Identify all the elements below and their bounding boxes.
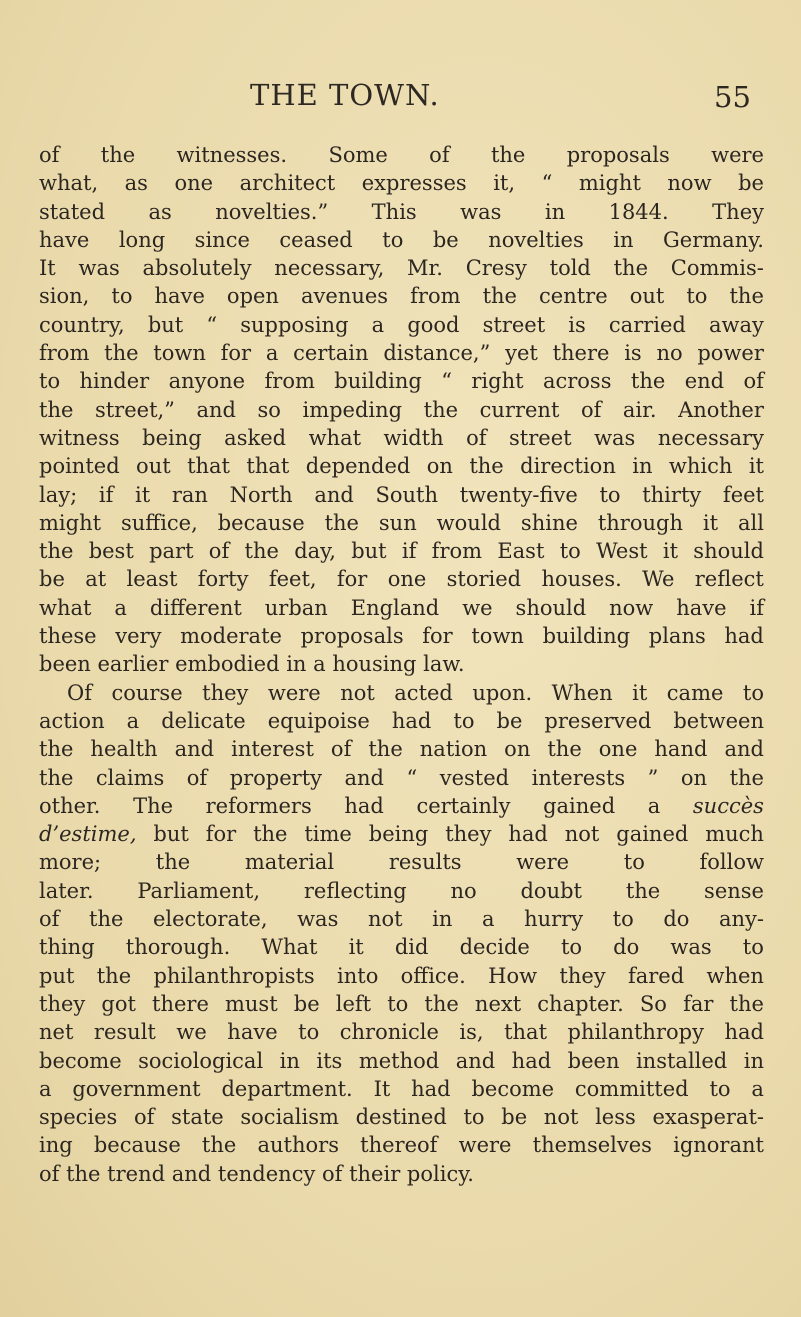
text-line: of the witnesses. Some of the proposals were [39,143,764,167]
running-title: THE TOWN. [250,78,440,112]
text-line: species of state socialism destined to be not less exasperat- [39,1105,764,1130]
text-line: ing because the authors thereof were themselves ignorant [39,1133,764,1158]
text-line: be at least forty feet, for one storied houses. We reflect [39,567,764,592]
text-line: d’estime, but for the time being they had not gained much [39,822,764,847]
text-line: It was absolutely necessary, Mr. Cresy told the Commis- [39,256,764,281]
text-line: net result we have to chronicle is, that philanthropy had [39,1020,764,1045]
text-line: might suffice, because the sun would shine through it all [39,510,764,535]
text-line: have long since ceased to be novelties in Germany. [39,227,764,252]
page-number: 55 [714,80,751,114]
text-line: more; the material results were to follow [39,850,764,875]
text-line: been earlier embodied in a housing law. [39,652,465,677]
text-line: of the electorate, was not in a hurry to do any- [39,907,764,932]
text-line: put the philanthropists into office. How they fared when [39,963,764,988]
text-line: stated as novelties.” This was in 1844. They [39,199,764,224]
text-line: of the trend and tendency of their policy. [39,1161,474,1186]
text-line: the claims of property and “ vested interests ” on the [39,765,764,790]
text-line: the best part of the day, but if from East to West it should [39,539,764,564]
text-line: they got there must be left to the next chapter. So far the [39,991,764,1016]
text-line: what, as one architect expresses it, “ might now be [39,171,764,196]
text-line: what a different urban England we should now have if [39,595,764,620]
text-line: from the town for a certain distance,” yet there is no power [39,341,764,366]
text-line: to hinder anyone from building “ right across the end of [39,369,764,394]
text-line: thing thorough. What it did decide to do was to [39,935,764,960]
text-line: country, but “ supposing a good street is carried away [39,312,764,337]
text-line: sion, to have open avenues from the centre out to the [39,284,764,309]
text-line: action a delicate equipoise had to be preserved between [39,708,764,733]
text-line: Of course they were not acted upon. When it came to [67,680,764,705]
text-line: a government department. It had become committed to a [39,1076,764,1101]
text-line: the health and interest of the nation on the one hand and [39,737,764,762]
text-line: lay; if it ran North and South twenty-five to thirty feet [39,482,764,507]
text-line: other. The reformers had certainly gained a succès [39,793,764,818]
body-text [39,141,764,1188]
text-line: later. Parliament, reflecting no doubt the sense [39,878,764,903]
text-line: these very moderate proposals for town building plans had [39,624,764,649]
text-line: witness being asked what width of street was necessary [39,425,764,450]
page-header [0,78,801,118]
text-line: the street,” and so impeding the current of air. Another [39,397,764,422]
text-line: pointed out that that depended on the direction in which it [39,454,764,479]
text-line: become sociological in its method and had been installed in [39,1048,764,1073]
